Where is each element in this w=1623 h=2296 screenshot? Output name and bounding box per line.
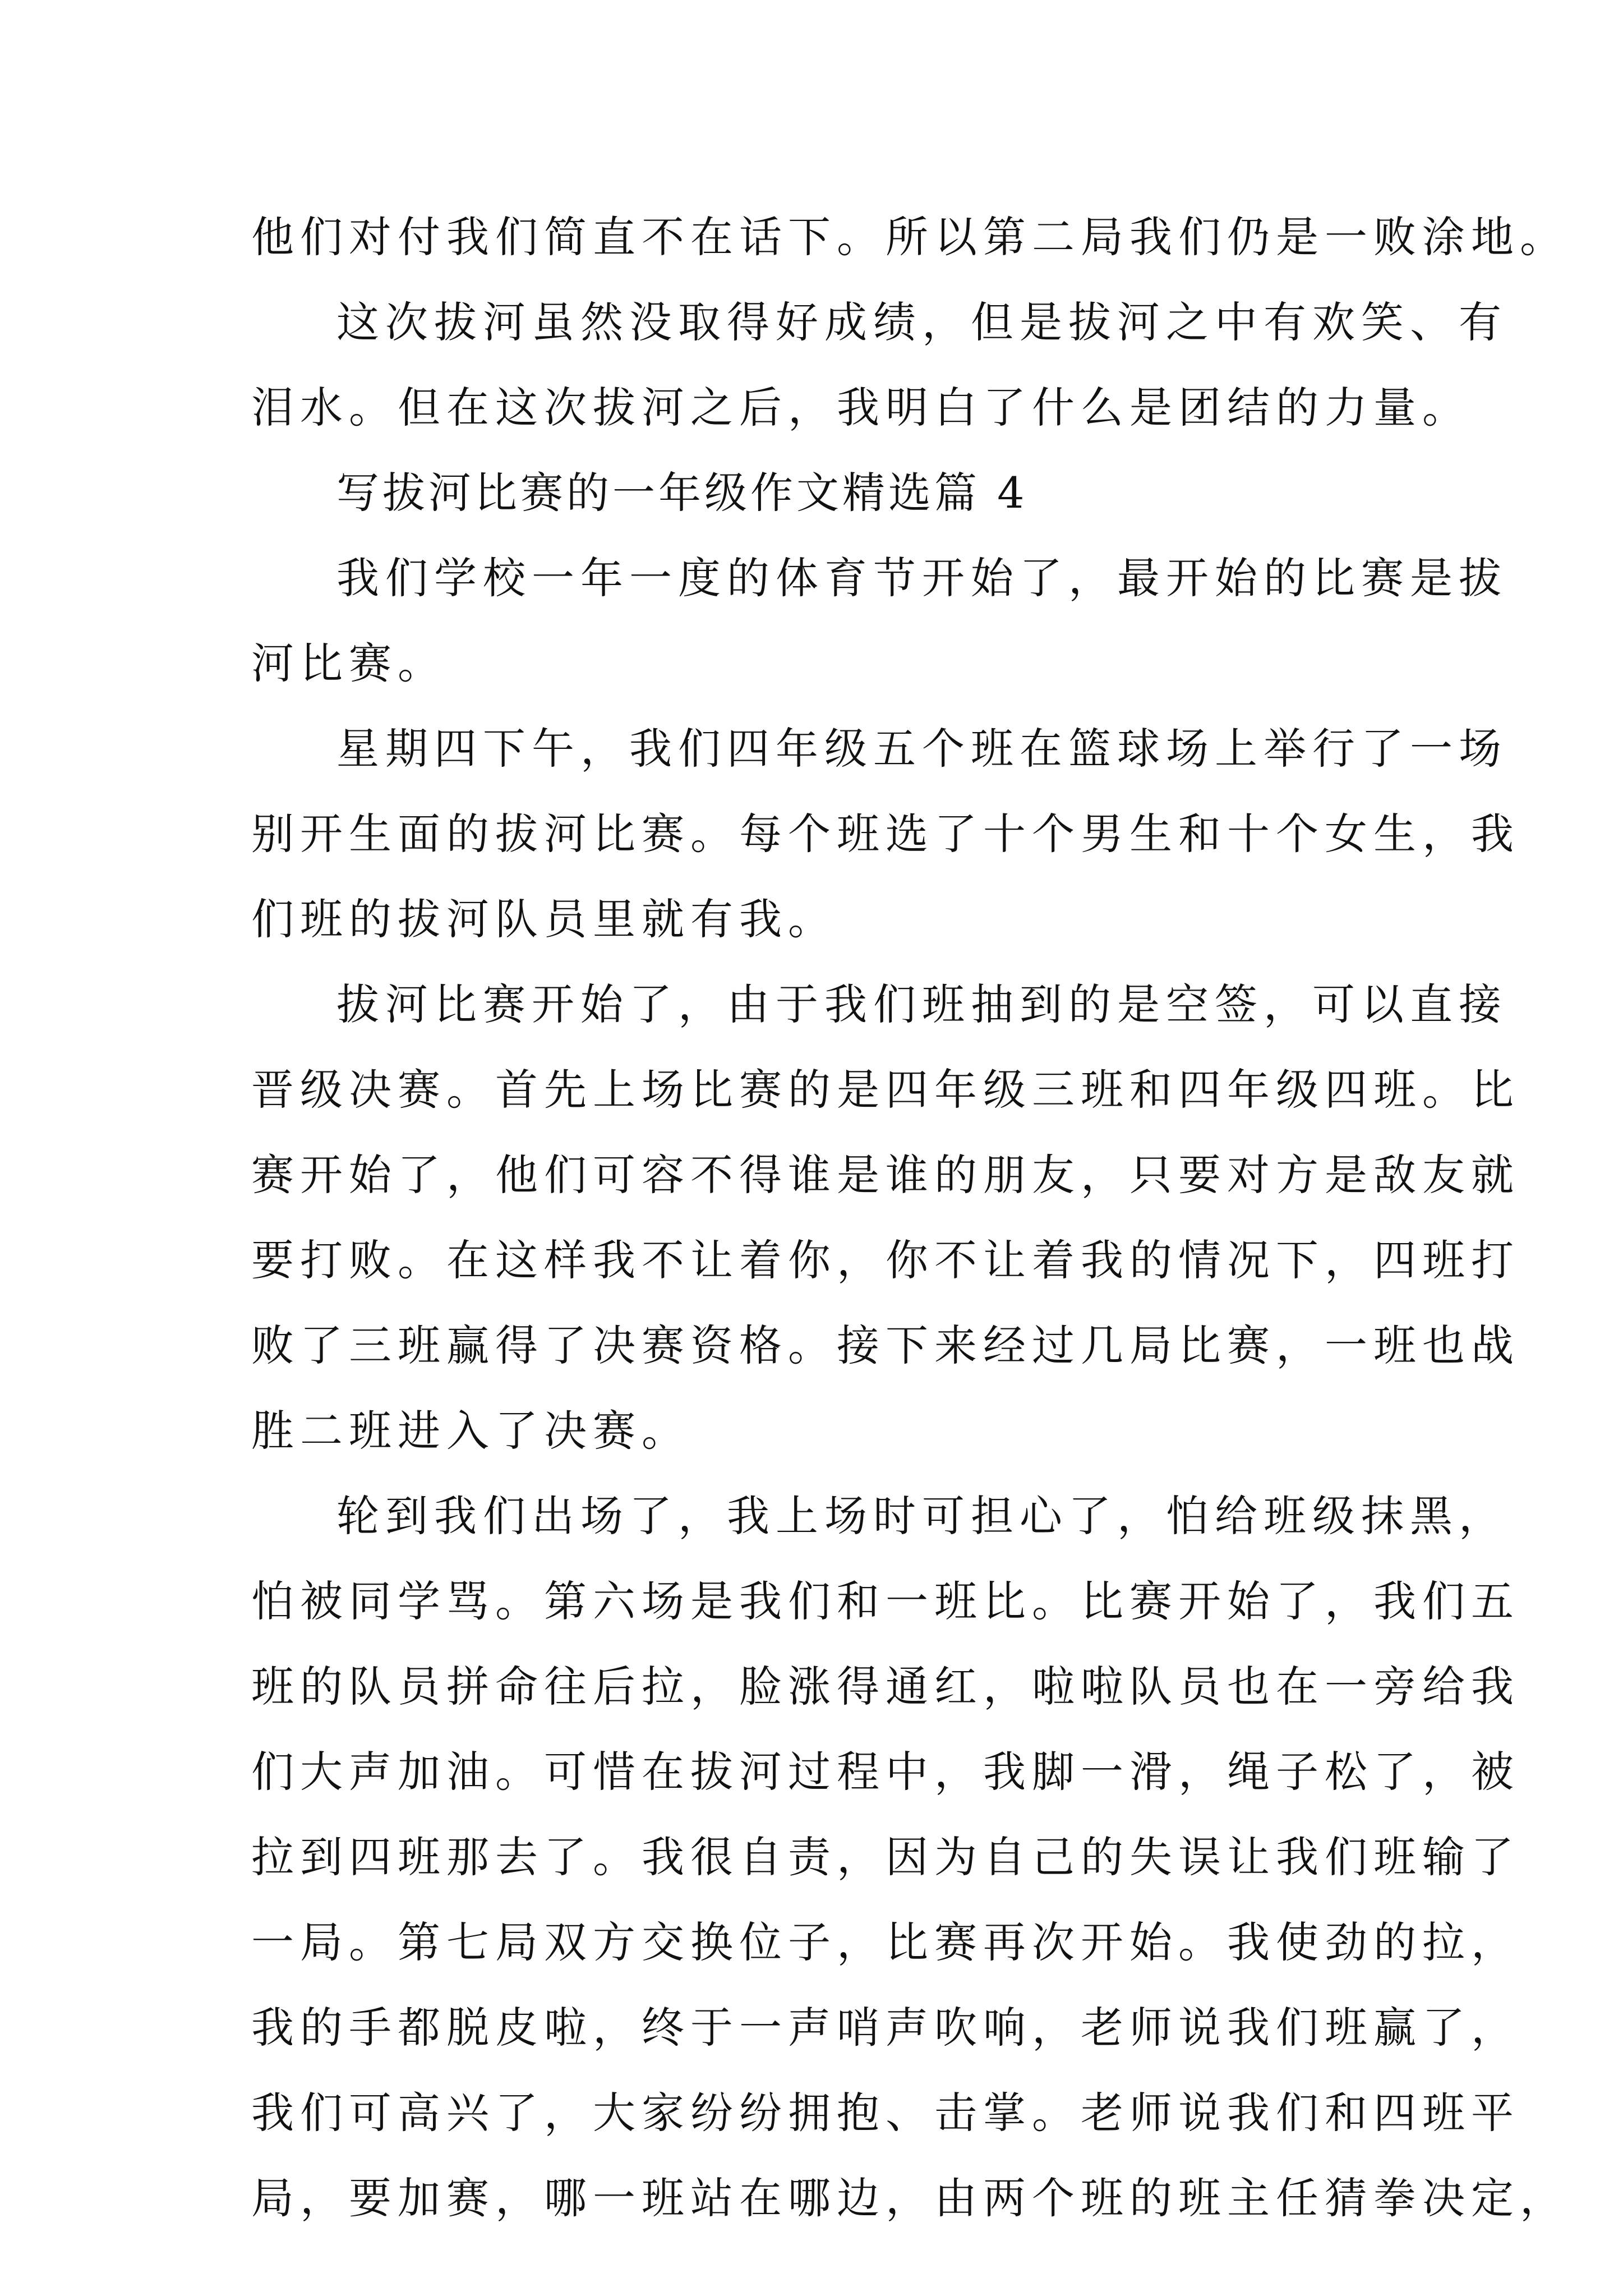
paragraph-line: 局，要加赛，哪一班站在哪边，由两个班的班主任猜拳决定， bbox=[251, 2173, 1569, 2223]
paragraph-line: 拉到四班那去了。我很自责，因为自己的失误让我们班输了 bbox=[251, 1832, 1520, 1882]
paragraph-line: 赛开始了，他们可容不得谁是谁的朋友，只要对方是敌友就 bbox=[251, 1150, 1520, 1200]
paragraph-line: 们班的拔河队员里就有我。 bbox=[251, 894, 837, 944]
paragraph-line: 别开生面的拔河比赛。每个班选了十个男生和十个女生，我 bbox=[251, 809, 1520, 859]
paragraph-line: 怕被同学骂。第六场是我们和一班比。比赛开始了，我们五 bbox=[251, 1576, 1520, 1626]
paragraph-line: 泪水。但在这次拔河之后，我明白了什么是团结的力量。 bbox=[251, 383, 1471, 432]
paragraph-line: 班的队员拼命往后拉，脸涨得通红，啦啦队员也在一旁给我 bbox=[251, 1662, 1520, 1711]
paragraph-line: 河比赛。 bbox=[251, 638, 446, 688]
paragraph-line: 晋级决赛。首先上场比赛的是四年级三班和四年级四班。比 bbox=[251, 1065, 1520, 1115]
paragraph-line: 拔河比赛开始了，由于我们班抽到的是空签，可以直接 bbox=[336, 979, 1507, 1029]
paragraph-line: 星期四下午，我们四年级五个班在篮球场上举行了一场 bbox=[336, 724, 1507, 774]
paragraph-line: 败了三班赢得了决赛资格。接下来经过几局比赛，一班也战 bbox=[251, 1320, 1520, 1370]
paragraph-line: 我们可高兴了，大家纷纷拥抱、击掌。老师说我们和四班平 bbox=[251, 2088, 1520, 2138]
paragraph-line: 我们学校一年一度的体育节开始了，最开始的比赛是拔 bbox=[336, 553, 1507, 603]
paragraph-line: 要打败。在这样我不让着你，你不让着我的情况下，四班打 bbox=[251, 1235, 1520, 1285]
paragraph-line: 们大声加油。可惜在拔河过程中，我脚一滑，绳子松了，被 bbox=[251, 1747, 1520, 1797]
paragraph-line: 一局。第七局双方交换位子，比赛再次开始。我使劲的拉， bbox=[251, 1917, 1520, 1967]
paragraph-line: 这次拔河虽然没取得好成绩，但是拔河之中有欢笑、有 bbox=[336, 297, 1507, 347]
paragraph-line: 他们对付我们简直不在话下。所以第二局我们仍是一败涂地。 bbox=[251, 212, 1569, 262]
paragraph-line: 我的手都脱皮啦，终于一声哨声吹响，老师说我们班赢了， bbox=[251, 2003, 1520, 2053]
paragraph-line: 轮到我们出场了，我上场时可担心了，怕给班级抹黑， bbox=[336, 1491, 1507, 1541]
paragraph-line: 胜二班进入了决赛。 bbox=[251, 1406, 690, 1456]
section-heading: 写拔河比赛的一年级作文精选篇 4 bbox=[336, 468, 1028, 518]
